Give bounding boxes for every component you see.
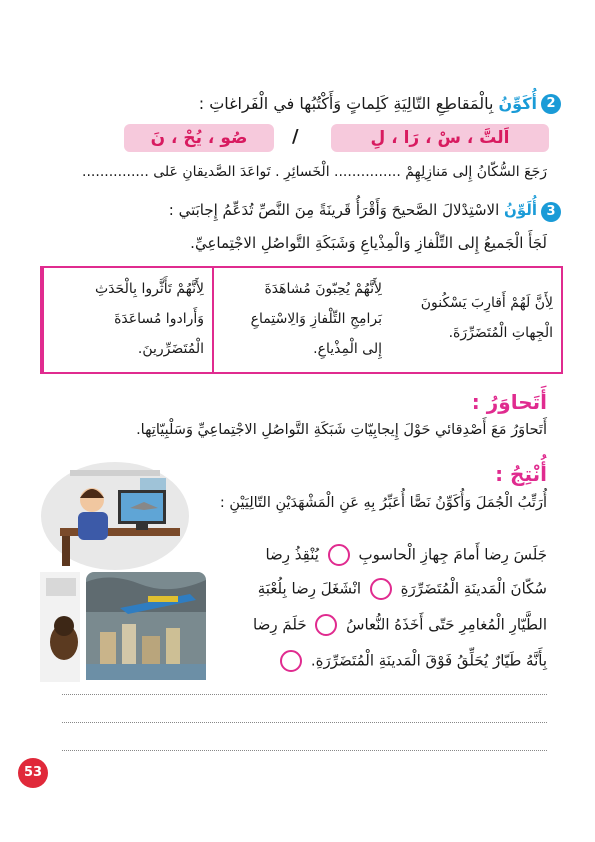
produce-line-4-a: بِأَنَّهُ طَيّارٌ يُحَلِّقُ فَوْقَ الْمَدينَةِ الْمُتَضَرِّرَةِ. — [310, 651, 547, 670]
option-3-line-1: لِأَنَّهُمْ تَأَثَّروا بِالْحَدَثِ — [95, 281, 204, 297]
option-2-cell[interactable] — [212, 268, 390, 372]
question-2-head: أُكَوِّنُ — [498, 94, 537, 113]
question-3-head: أُلَوِّنُ — [504, 201, 537, 219]
order-circle-1[interactable] — [328, 544, 350, 566]
order-circle-4[interactable] — [280, 650, 302, 672]
produce-line-2-b: انْشَغَلَ رِضا بِلُعْبَةِ — [257, 579, 362, 598]
produce-line-2-a: سُكّانَ الْمَدينَةِ الْمُتَضَرِّرَةِ — [400, 579, 547, 598]
option-3-cell[interactable] — [42, 268, 212, 372]
produce-line-3 — [253, 614, 547, 636]
order-circle-3[interactable] — [315, 614, 337, 636]
question-2-number: 2 — [541, 94, 561, 114]
option-2-line-3: إِلى الْمِذْياعِ. — [313, 341, 382, 357]
produce-line-4 — [276, 650, 547, 672]
question-2-sentence: رَجَعَ السُّكّانُ إِلى مَنازِلِهِمْ ............... الْخَسائِرِ . تَواعَدَ الصَّديقانِ عَلى ............... — [82, 164, 547, 180]
converse-title: أَتَحاوَرُ : — [471, 390, 547, 414]
option-3-line-3: الْمُتَضَرِّرينَ. — [137, 341, 204, 357]
writing-line-1[interactable] — [62, 694, 547, 695]
produce-instruction: أُرَتِّبُ الْجُمَلَ وَأُكَوِّنُ نَصًّا أُعَبِّرُ بِهِ عَنِ الْمَشْهَدَيْنِ التّالِيَيْنِ : — [219, 495, 547, 511]
option-1-line-1: لِأَنَّ لَهُمْ أَقارِبَ يَسْكُنونَ — [420, 295, 553, 311]
dream-pilot-illustration — [40, 572, 210, 682]
option-1-cell[interactable] — [390, 268, 561, 372]
question-3-instruction — [169, 201, 537, 219]
produce-line-1-a: جَلَسَ رِضا أَمامَ جِهازِ الْحاسوبِ — [358, 545, 547, 564]
option-3-line-2: وَأَرادوا مُساعَدَةَ — [114, 311, 204, 327]
syllable-separator: / — [292, 126, 299, 147]
question-2-text: بِالْمَقاطِعِ التّالِيَةِ كَلِماتٍ وَأَكْتُبُها في الْفَراغاتِ : — [198, 94, 494, 113]
produce-line-1-b: يُنْقِذُ رِضا — [265, 545, 319, 564]
inference-options-table — [40, 266, 563, 374]
produce-line-3-b: حَلَمَ رِضا — [253, 615, 307, 634]
writing-line-3[interactable] — [62, 750, 547, 751]
produce-title: أُنْتِجُ : — [495, 462, 547, 486]
converse-text: أَتَحاوَرُ مَعَ أَصْدِقائي حَوْلَ إِيجابِيّاتِ شَبَكَةِ التَّواصُلِ الاجْتِماعِيِّ وَسَلْبِيّاتِها. — [136, 422, 547, 438]
page-number-badge: 53 — [18, 758, 48, 788]
boy-at-computer-illustration — [40, 458, 190, 570]
syllable-chip-left: صُو ، يُحْ ، نَ — [124, 124, 274, 152]
produce-line-3-a: الطَّيّارِ الْمُغامِرِ حَتّى أَخَذَهُ النُّعاسُ — [346, 615, 547, 634]
question-3-number: 3 — [541, 202, 561, 222]
syllable-chip-right: اَلتَّ ، سْ ، رَا ، لِ — [331, 124, 549, 152]
order-circle-2[interactable] — [370, 578, 392, 600]
writing-line-2[interactable] — [62, 722, 547, 723]
question-3-text: الاسْتِدْلالَ الصَّحيحَ وَأَقْرَأُ قَرينَةً مِنَ النَّصِّ تُدَعِّمُ إِجابَتي : — [168, 201, 500, 219]
produce-line-2 — [258, 578, 547, 600]
question-2-instruction — [199, 94, 537, 113]
option-2-line-1: لِأَنَّهُمْ يُحِبّونَ مُشاهَدَةَ — [264, 281, 382, 297]
question-3-statement: لَجَأَ الْجَميعُ إِلى التِّلْفازِ وَالْمِذْياعِ وَشَبَكَةِ التَّواصُلِ الاجْتِماعِيِّ. — [190, 234, 547, 252]
option-1-line-2: الْجِهاتِ الْمُتَضَرِّرَةَ. — [448, 325, 553, 341]
produce-line-1 — [265, 544, 547, 566]
option-2-line-2: بَرامِجِ التِّلْفازِ وَالِاسْتِماعِ — [250, 311, 382, 327]
